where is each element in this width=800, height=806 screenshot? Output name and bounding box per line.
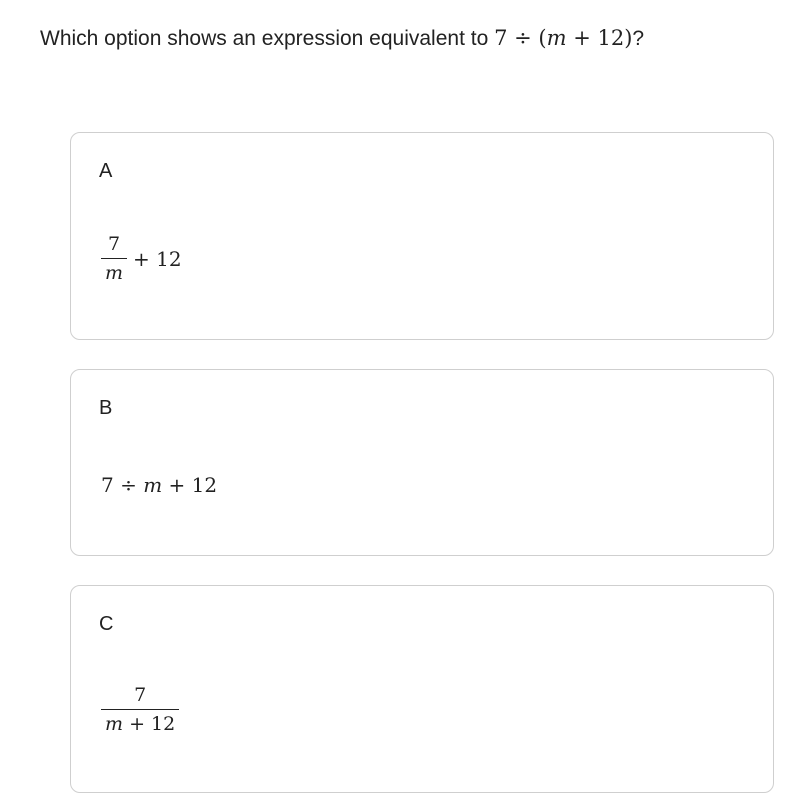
fraction: [101, 684, 179, 735]
denominator: m + 12: [105, 713, 176, 735]
option-expression: [101, 684, 179, 735]
denominator: m: [105, 262, 124, 284]
option-expression: [101, 233, 182, 284]
option-c[interactable]: [70, 585, 774, 793]
option-letter: A: [99, 160, 113, 182]
fraction: [101, 233, 127, 284]
question-prefix: Which option shows an expression equivalent to: [40, 27, 495, 50]
numerator: 7: [107, 233, 121, 255]
option-letter: C: [99, 613, 114, 635]
option-expression: 7 ÷ m + 12: [101, 473, 218, 497]
numerator: 7: [134, 684, 147, 706]
question-suffix: ?: [632, 27, 645, 50]
option-b[interactable]: [70, 369, 774, 556]
option-letter: B: [99, 397, 113, 419]
expression-tail: + 12: [133, 246, 182, 271]
question-text: [40, 24, 644, 53]
question-math: 7 ÷ (m + 12): [494, 26, 633, 50]
option-a[interactable]: [70, 132, 774, 340]
